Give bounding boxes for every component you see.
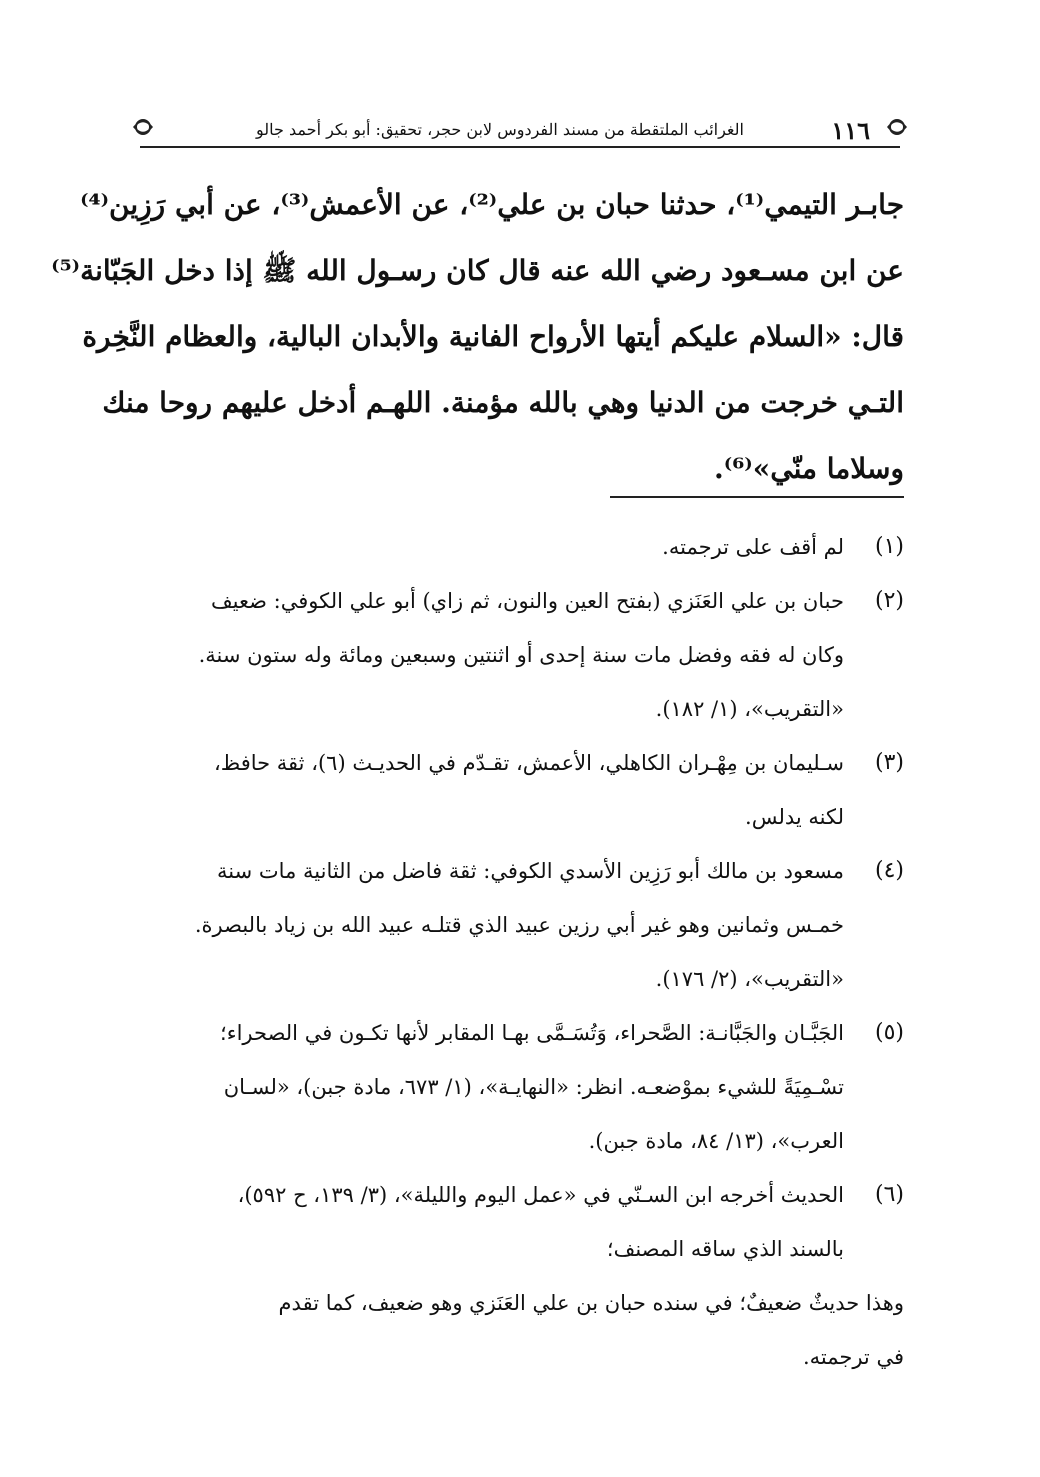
footnote-line: لكنه يدلس. (745, 805, 844, 829)
footnote-separator (610, 496, 904, 498)
closing-line-2: في ترجمته. (802, 1345, 904, 1369)
main-line-3: قال: «السلام عليكم أيتها الأرواح الفانية والأبدان البالية، والعظام النَّخِرة (82, 320, 904, 353)
footnote-5 (134, 1006, 904, 1168)
page-number: ١١٦ (831, 116, 870, 145)
footnote-line: «التقريب»، (١/ ١٨٢). (655, 697, 844, 721)
ornament-left-icon (130, 114, 156, 140)
footnote-4 (134, 844, 904, 1006)
footnote-number: (٤) (874, 858, 904, 883)
footnote-line: العرب»، (١٣/ ٨٤، مادة جبن). (588, 1129, 844, 1153)
closing-line-1: وهذا حديثٌ ضعيفٌ؛ في سنده حبان بن علي العَنَزي وهو ضعيف، كما تقدم (278, 1291, 904, 1315)
footnote-number: (٢) (874, 588, 904, 613)
footnote-line: سـليمان بن مِهْـران الكاهلي، الأعمش، تقـدّم في الحديـث (٦)، ثقة حافظ، (213, 751, 844, 775)
footnote-line: خمـس وثمانين وهو غير أبي رزين عبيد الذي قتلـه عبيد الله بن زياد بالبصرة. (194, 913, 844, 937)
footnote-line: مسعود بن مالك أبو رَزِين الأسدي الكوفي: ثقة فاضل من الثانية مات سنة (217, 859, 844, 883)
main-text (51, 172, 904, 502)
footnote-line: «التقريب»، (٢/ ١٧٦). (655, 967, 844, 991)
footnote-2 (134, 574, 904, 736)
header-rule (140, 146, 900, 148)
main-line-5: وسلاما منّي»⁽⁶⁾. (714, 452, 904, 485)
footnote-line: الحديث أخرجه ابن السـنّي في «عمل اليوم والليلة»، (٣/ ١٣٩، ح ٥٩٢)، (237, 1183, 844, 1207)
footnote-number: (٦) (874, 1182, 904, 1207)
footnote-number: (٣) (874, 750, 904, 775)
footnote-line: بالسند الذي ساقه المصنف؛ (606, 1237, 844, 1261)
footnote-line: حبان بن علي العَنَزي (بفتح العين والنون، ثم زاي) أبو علي الكوفي: ضعيف (210, 589, 844, 613)
footnote-1 (134, 520, 904, 574)
footnote-6 (134, 1168, 904, 1276)
page-header (130, 100, 910, 152)
closing-note (134, 1276, 904, 1384)
main-line-4: التـي خرجت من الدنيا وهي بالله مؤمنة. اللهـم أدخل عليهم روحا منك (102, 386, 904, 419)
footnote-3 (134, 736, 904, 844)
footnote-number: (١) (874, 534, 904, 559)
footnote-line: تسْـمِيَةً للشيء بموْضعـه. انظر: «النهايـة»، (١/ ٦٧٣، مادة جبن)، «لسـان (223, 1075, 844, 1099)
running-title: الغرائب الملتقطة من مسند الفردوس لابن حجر، تحقيق: أبو بكر أحمد جالو (256, 120, 744, 139)
main-line-2: عن ابن مسـعود رضي الله عنه قال كان رسـول الله ﷺ إذا دخل الجَبّانة⁽⁵⁾ (51, 254, 904, 287)
footnote-line: لم أقف على ترجمته. (662, 535, 844, 559)
footnotes (134, 520, 904, 1384)
footnote-line: وكان له فقه وفضل مات سنة إحدى أو اثنتين وسبعين ومائة وله ستون سنة. (198, 643, 844, 667)
main-line-1: جابـر التيمي⁽¹⁾، حدثنا حبان بن علي⁽²⁾، عن الأعمش⁽³⁾، عن أبي رَزِين⁽⁴⁾ (80, 188, 904, 221)
footnote-number: (٥) (874, 1020, 904, 1045)
footnote-line: الجَبَّـان والجَبَّانـة: الصَّحراء، وَتُسَـمَّى بهـا المقابر لأنها تكـون في الصحراء؛ (220, 1021, 844, 1045)
ornament-right-icon (884, 114, 910, 140)
